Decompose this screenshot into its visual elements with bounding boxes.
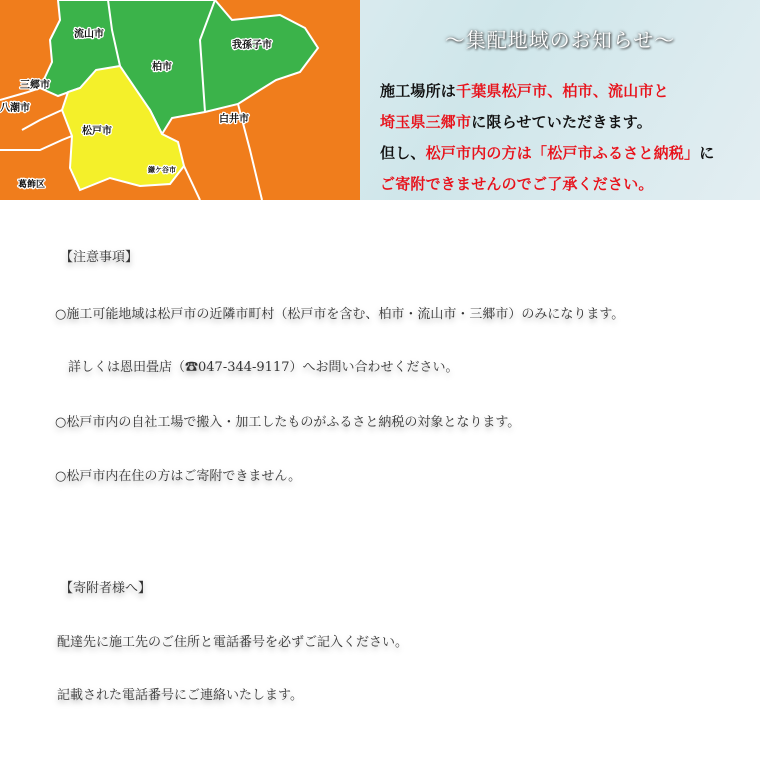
- map-label-abiko: 我孫子市: [232, 40, 272, 51]
- caution-heading: 【注意事項】: [60, 250, 139, 265]
- notice-text: に限らせていただきます。: [471, 113, 652, 131]
- notice-line-1: [380, 80, 669, 101]
- caution-item-contact: 詳しくは恩田畳店（☎047-344-9117）へお問い合わせください。: [68, 360, 459, 375]
- notice-text: 施工場所は: [380, 82, 457, 100]
- donor-instruction: 配達先に施工先のご住所と電話番号を必ずご記入ください。: [57, 635, 409, 650]
- donor-heading: 【寄附者様へ】: [60, 581, 152, 596]
- map-label-shiroi: 白井市: [219, 114, 249, 125]
- notice-line-3: [380, 142, 714, 163]
- caution-item-area: ○施工可能地域は松戸市の近隣市町村（松戸市を含む、柏市・流山市・三郷市）のみになります。: [55, 307, 625, 322]
- delivery-notice: [380, 0, 760, 200]
- map-label-misato: 三郷市: [20, 80, 50, 91]
- notice-highlight: ご寄附できませんのでご了承ください。: [380, 175, 654, 193]
- notice-highlight: 松戸市内の方は「松戸市ふるさと納税」: [425, 144, 700, 162]
- map-label-katsushika: 葛飾区: [18, 180, 46, 190]
- notice-highlight: 埼玉県三郷市: [380, 113, 472, 131]
- notice-text: に: [699, 144, 715, 162]
- notice-line-4: [380, 173, 654, 194]
- delivery-area-map: [0, 0, 360, 200]
- notice-text: 但し、: [380, 144, 426, 162]
- caution-item-residents: ○松戸市内在住の方はご寄附できません。: [55, 469, 302, 484]
- header-banner: [0, 0, 760, 200]
- caution-item-eligibility: ○松戸市内の自社工場で搬入・加工したものがふるさと納税の対象となります。: [55, 415, 521, 430]
- details-section: [0, 200, 760, 760]
- map-label-nagareyama: 流山市: [74, 29, 104, 40]
- map-label-kashiwa: 柏市: [152, 62, 172, 73]
- notice-line-2: [380, 111, 652, 132]
- notice-title: 〜集配地域のお知らせ〜: [444, 28, 676, 52]
- map-label-yashio: 八潮市: [0, 103, 30, 114]
- donor-contact-note: 記載された電話番号にご連絡いたします。: [57, 688, 303, 703]
- map-label-matsudo: 松戸市: [82, 126, 112, 137]
- notice-highlight: 千葉県松戸市、柏市、流山市と: [456, 82, 669, 100]
- map-label-kamagaya: 鎌ケ谷市: [148, 166, 176, 174]
